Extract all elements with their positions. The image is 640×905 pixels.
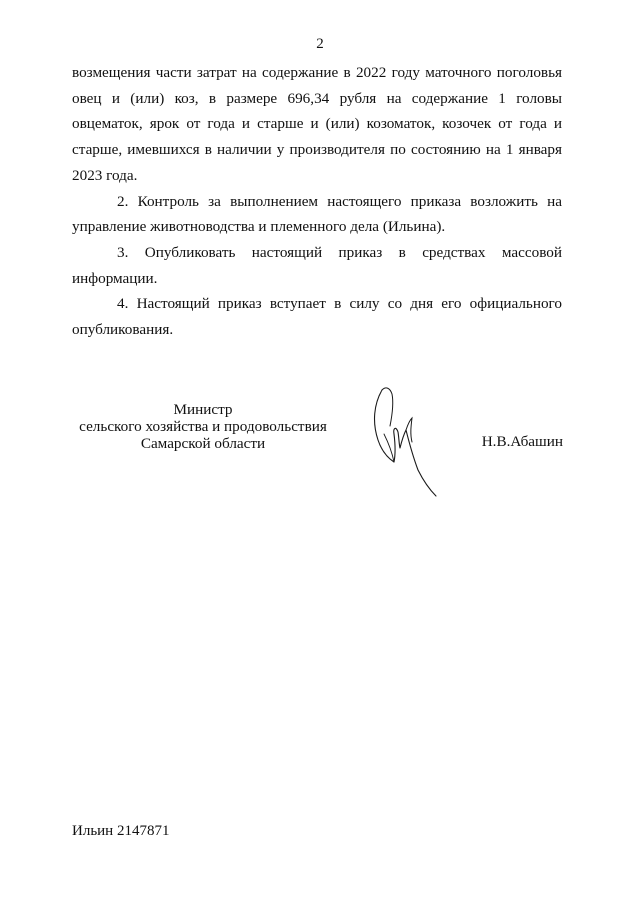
- page-number: 2: [316, 36, 324, 52]
- signatory-region: Самарской области: [140, 435, 266, 452]
- signatory-ministry: сельского хозяйства и продовольствия: [79, 418, 327, 435]
- signer-name: Н.В.Абашин: [481, 433, 563, 450]
- signatory-title: [72, 401, 334, 452]
- document-body: [72, 60, 562, 343]
- paragraph-continuation: возмещения части затрат на содержание в 2022 году маточного поголовья овец и (или) коз, в размере 696,34 рубля на содержание 1 головы овцематок, ярок от года и старше и (или) козоматок, козочек от года и старше, имевшихся в наличии у производителя по состоянию на 1 января 2023 года.: [72, 64, 562, 184]
- paragraph-publish: 3. Опубликовать настоящий приказ в средствах массовой информации.: [72, 243, 562, 287]
- signatory-position: Министр: [173, 401, 233, 418]
- paragraph-effective-date: 4. Настоящий приказ вступает в силу со дня его официального опубликования.: [72, 295, 562, 339]
- paragraph-control: 2. Контроль за выполнением настоящего приказа возложить на управление животноводства и племенного дела (Ильина).: [72, 192, 562, 236]
- executor-note: Ильин 2147871: [72, 823, 170, 839]
